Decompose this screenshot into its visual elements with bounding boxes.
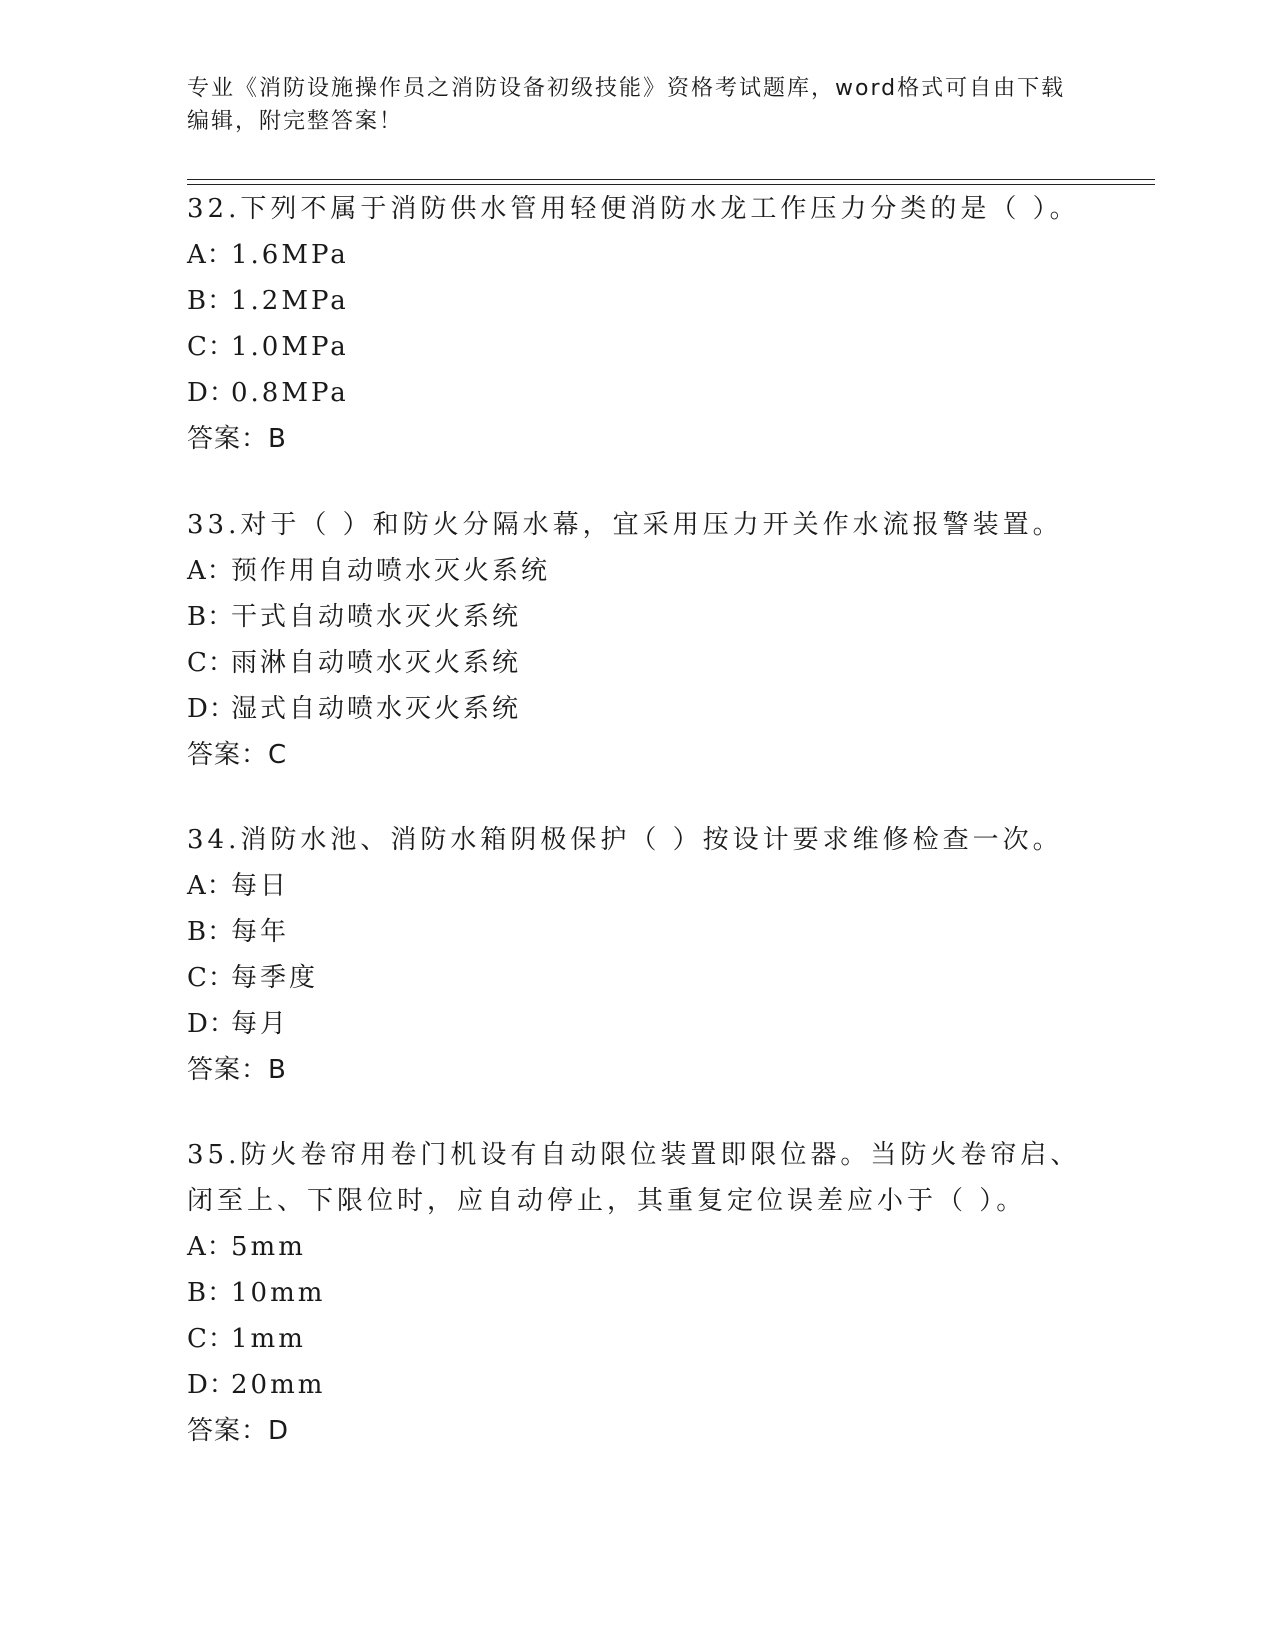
option-c	[187, 1316, 1087, 1362]
answer-label: 答案：B	[187, 1055, 287, 1085]
option-text: 预作用自动喷水灭火系统	[231, 556, 551, 586]
option-text: 1mm	[231, 1324, 306, 1354]
option-a	[187, 863, 1087, 909]
question-35	[187, 1132, 1087, 1454]
option-letter: B：	[187, 1278, 235, 1308]
answer-label: 答案：C	[187, 740, 288, 770]
option-letter: A：	[187, 556, 234, 586]
option-d	[187, 686, 1087, 732]
option-text: 1.0MPa	[231, 332, 349, 362]
header-divider-bottom	[187, 184, 1155, 185]
option-c	[187, 955, 1087, 1001]
question-stem: 33.对于（ ）和防火分隔水幕，宜采用压力开关作水流报警装置。	[187, 510, 1063, 540]
option-letter: D：	[187, 1370, 236, 1400]
option-text: 5mm	[231, 1232, 306, 1262]
option-text: 每日	[231, 871, 290, 901]
option-text: 每月	[231, 1009, 290, 1039]
option-letter: A：	[187, 1232, 234, 1262]
option-text: 雨淋自动喷水灭火系统	[231, 648, 522, 678]
option-letter: C：	[187, 648, 235, 678]
question-stem: 32.下列不属于消防供水管用轻便消防水龙工作压力分类的是（ ）。	[187, 194, 1080, 224]
option-a	[187, 1224, 1087, 1270]
option-text: 每年	[231, 917, 290, 947]
option-d	[187, 1362, 1087, 1408]
option-letter: D：	[187, 694, 236, 724]
option-text: 湿式自动喷水灭火系统	[231, 694, 522, 724]
question-stem: 34.消防水池、消防水箱阴极保护（ ）按设计要求维修检查一次。	[187, 825, 1063, 855]
option-letter: A：	[187, 871, 234, 901]
option-text: 1.6MPa	[231, 240, 349, 270]
option-b	[187, 594, 1087, 640]
option-c	[187, 640, 1087, 686]
option-c	[187, 324, 1087, 370]
option-text: 0.8MPa	[231, 378, 349, 408]
option-a	[187, 548, 1087, 594]
option-letter: B：	[187, 917, 235, 947]
question-stem: 35.防火卷帘用卷门机设有自动限位装置即限位器。当防火卷帘启、闭至上、下限位时，应自动停止，其重复定位误差应小于（ ）。	[187, 1140, 1081, 1216]
option-b	[187, 1270, 1087, 1316]
option-letter: B：	[187, 602, 235, 632]
option-letter: D：	[187, 1009, 236, 1039]
option-a	[187, 232, 1087, 278]
option-letter: B：	[187, 286, 235, 316]
option-letter: C：	[187, 332, 235, 362]
question-33	[187, 502, 1087, 778]
option-d	[187, 1001, 1087, 1047]
option-text: 每季度	[231, 963, 319, 993]
header-divider-top	[187, 179, 1155, 180]
option-text: 干式自动喷水灭火系统	[231, 602, 522, 632]
option-letter: C：	[187, 1324, 235, 1354]
question-32	[187, 186, 1087, 462]
option-text: 1.2MPa	[231, 286, 349, 316]
option-letter: D：	[187, 378, 236, 408]
answer-label: 答案：D	[187, 1416, 290, 1446]
option-b	[187, 909, 1087, 955]
option-text: 10mm	[231, 1278, 326, 1308]
option-text: 20mm	[231, 1370, 326, 1400]
option-d	[187, 370, 1087, 416]
option-letter: C：	[187, 963, 235, 993]
document-intro: 专业《消防设施操作员之消防设备初级技能》资格考试题库，word格式可自由下载编辑，附完整答案！	[187, 76, 1066, 134]
answer-label: 答案：B	[187, 424, 287, 454]
option-letter: A：	[187, 240, 234, 270]
option-b	[187, 278, 1087, 324]
question-34	[187, 817, 1087, 1093]
